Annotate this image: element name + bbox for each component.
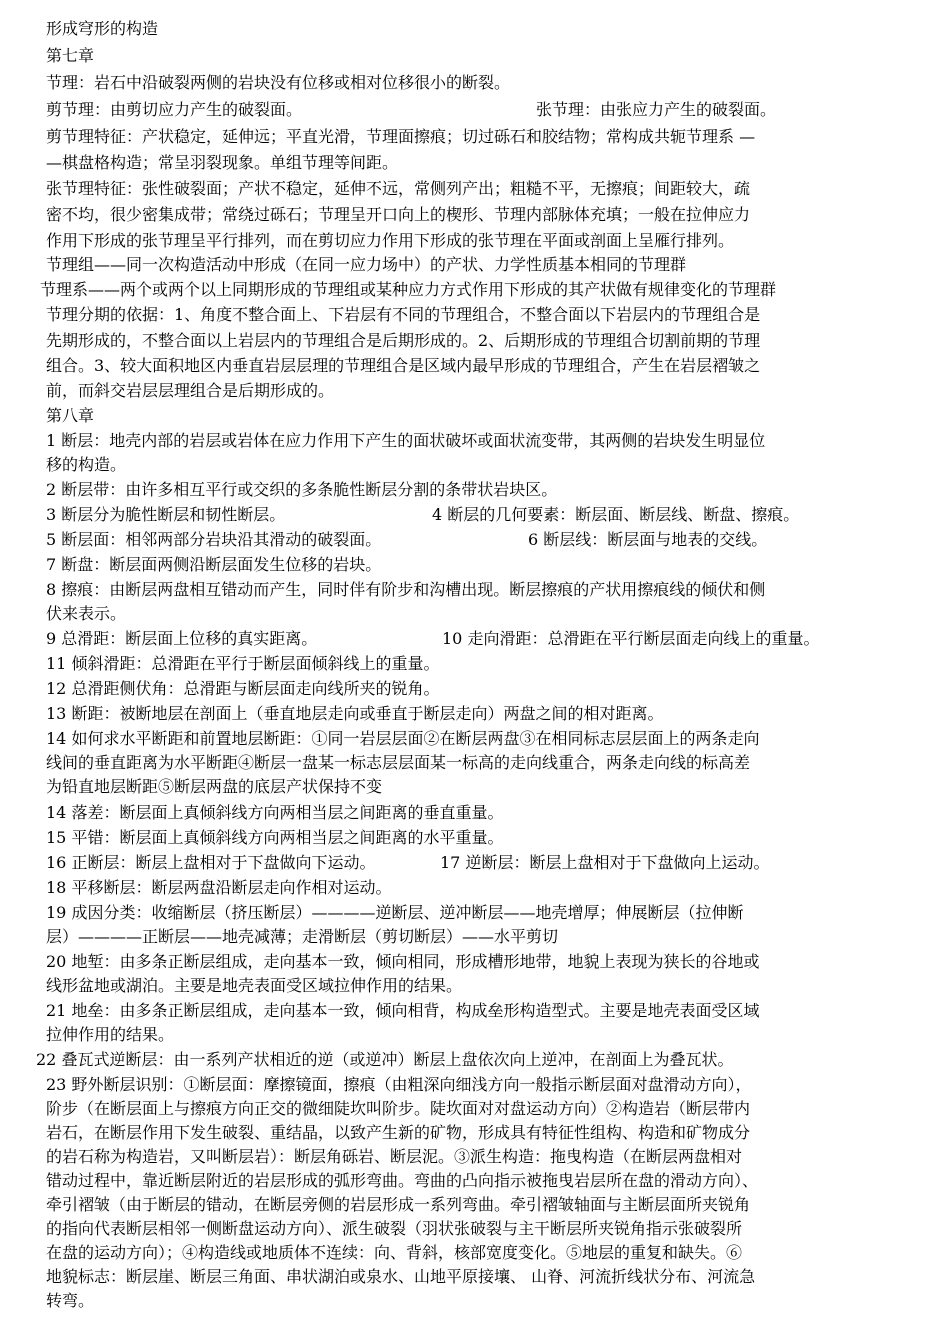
doc-title: 形成穹形的构造 xyxy=(46,19,159,38)
fault-item-23-cont: 在盘的运动方向）；④构造线或地质体不连续：向、背斜，核部宽度变化。⑤地层的重复和缺失。⑥ xyxy=(46,1243,743,1262)
fault-item-18: 18 平移断层：断层两盘沿断层走向作相对运动。 xyxy=(46,878,392,897)
joint-staging-line: 先期形成的，不整合面以上岩层内的节理组合是后期形成的。2、后期形成的节理组合切割前期的节理 xyxy=(46,331,761,350)
shear-joint-features-line: 剪节理特征：产状稳定，延伸远；平直光滑，节理面擦痕；切过砾石和胶结物；常构成共轭节理系 — xyxy=(46,127,756,146)
fault-item-20-cont: 线形盆地或湖泊。主要是地壳表面受区域拉伸作用的结果。 xyxy=(46,976,463,995)
fault-item-21: 21 地垒：由多条正断层组成，走向基本一致，倾向相背，构成垒形构造型式。主要是地壳表面受区域 xyxy=(46,1001,760,1020)
tension-joint-definition: 张节理：由张应力产生的破裂面。 xyxy=(536,100,777,119)
shear-joint-definition: 剪节理：由剪切应力产生的破裂面。 xyxy=(46,100,303,119)
joint-staging-line: 前，而斜交岩层层理组合是后期形成的。 xyxy=(46,381,335,400)
chapter-7-heading: 第七章 xyxy=(46,46,95,65)
fault-item-23-cont: 错动过程中，靠近断层附近的岩层形成的弧形弯曲。弯曲的凸向指示被拖曳岩层所在盘的滑动方向）、 xyxy=(46,1171,759,1190)
fault-item-1-cont: 移的构造。 xyxy=(46,455,127,474)
fault-item-16: 16 正断层：断层上盘相对于下盘做向下运动。 xyxy=(46,853,376,872)
fault-item-5: 5 断层面：相邻两部分岩块沿其滑动的破裂面。 xyxy=(46,530,382,549)
tension-joint-features-line: 密不均，很少密集成带；常绕过砾石；节理呈开口向上的楔形、节理内部脉体充填；一般在拉伸应力 xyxy=(46,205,751,224)
fault-item-17: 17 逆断层：断层上盘相对于下盘做向上运动。 xyxy=(440,853,770,872)
fault-item-9: 9 总滑距：断层面上位移的真实距离。 xyxy=(46,629,318,648)
fault-item-14-throw: 14 落差：断层面上真倾斜线方向两相当层之间距离的垂直重量。 xyxy=(46,803,504,822)
fault-item-23-cont: 岩石，在断层作用下发生破裂、重结晶，以致产生新的矿物，形成具有特征性组构、构造和矿物成分 xyxy=(46,1123,751,1142)
fault-item-11: 11 倾斜滑距：总滑距在平行于断层面倾斜线上的重量。 xyxy=(46,654,440,673)
fault-item-23-cont: 的指向代表断层相邻一侧断盘运动方向）、派生破裂（羽状张破裂与主干断层所夹锐角指示张破裂所 xyxy=(46,1219,743,1238)
fault-item-23-cont: 阶步（在断层面上与擦痕方向正交的微细陡坎叫阶步。陡坎面对对盘运动方向）②构造岩（断层带内 xyxy=(46,1099,751,1118)
fault-item-19-cont: 层）————正断层——地壳减薄；走滑断层（剪切断层）——水平剪切 xyxy=(46,927,559,946)
fault-item-4: 4 断层的几何要素：断层面、断层线、断盘、擦痕。 xyxy=(432,505,800,524)
fault-item-3: 3 断层分为脆性断层和韧性断层。 xyxy=(46,505,286,524)
fault-item-8-cont: 伏来表示。 xyxy=(46,604,127,623)
fault-item-8: 8 擦痕：由断层两盘相互错动而产生，同时伴有阶步和沟槽出现。断层擦痕的产状用擦痕线的倾伏和侧 xyxy=(46,580,766,599)
fault-item-23-cont: 地貌标志：断层崖、断层三角面、串状湖泊或泉水、山地平原接壤、 山脊、河流折线状分布、河流急 xyxy=(46,1267,756,1286)
fault-item-20: 20 地堑：由多条正断层组成，走向基本一致，倾向相同，形成槽形地带，地貌上表现为狭长的谷地或 xyxy=(46,952,760,971)
joint-staging-line: 组合。3、较大面积地区内垂直岩层层理的节理组合是区域内最早形成的节理组合，产生在岩层褶皱之 xyxy=(46,356,761,375)
chapter-8-heading: 第八章 xyxy=(46,406,95,425)
fault-item-22: 22 叠瓦式逆断层：由一系列产状相近的逆（或逆冲）断层上盘依次向上逆冲，在剖面上为叠瓦状。 xyxy=(36,1050,734,1069)
fault-item-15: 15 平错：断层面上真倾斜线方向两相当层之间距离的水平重量。 xyxy=(46,828,504,847)
fault-item-23: 23 野外断层识别：①断层面：摩擦镜面，擦痕（由粗深向细浅方向一般指示断层面对盘滑动方向）， xyxy=(46,1075,752,1094)
fault-item-23-cont: 转弯。 xyxy=(46,1291,95,1310)
fault-item-6: 6 断层线：断层面与地表的交线。 xyxy=(528,530,768,549)
jieli-definition: 节理：岩石中沿破裂两侧的岩块没有位移或相对位移很小的断裂。 xyxy=(46,73,511,92)
fault-item-14: 14 如何求水平断距和前置地层断距：①同一岩层层面②在断层两盘③在相同标志层层面上的两条走向 xyxy=(46,729,760,748)
fault-item-21-cont: 拉伸作用的结果。 xyxy=(46,1025,175,1044)
fault-item-13: 13 断距：被断地层在剖面上（垂直地层走向或垂直于断层走向）两盘之间的相对距离。 xyxy=(46,704,664,723)
fault-item-12: 12 总滑距侧伏角：总滑距与断层面走向线所夹的锐角。 xyxy=(46,679,440,698)
fault-item-1: 1 断层：地壳内部的岩层或岩体在应力作用下产生的面状破坏或面状流变带，其两侧的岩块发生明显位 xyxy=(46,431,766,450)
fault-item-14-cont: 线间的垂直距离为水平断距④断层一盘某一标志层层面某一标高的走向线重合，两条走向线的标高差 xyxy=(46,753,751,772)
joint-set-definition: 节理组——同一次构造活动中形成（在同一应力场中）的产状、力学性质基本相同的节理群 xyxy=(46,255,687,274)
fault-item-19: 19 成因分类：收缩断层（挤压断层）————逆断层、逆冲断层——地壳增厚；伸展断层（拉伸断 xyxy=(46,903,744,922)
joint-system-definition: 节理系——两个或两个以上同期形成的节理组或某种应力方式作用下形成的其产状做有规律变化的节理群 xyxy=(40,280,777,299)
fault-item-7: 7 断盘：断层面两侧沿断层面发生位移的岩块。 xyxy=(46,555,382,574)
fault-item-14-cont: 为铅直地层断距⑤断层两盘的底层产状保持不变 xyxy=(46,777,383,796)
shear-joint-features-line: —棋盘格构造；常呈羽裂现象。单组节理等间距。 xyxy=(46,153,399,172)
fault-item-2: 2 断层带：由许多相互平行或交织的多条脆性断层分割的条带状岩块区。 xyxy=(46,480,558,499)
fault-item-23-cont: 牵引褶皱（由于断层的错动，在断层旁侧的岩层形成一系列弯曲。牵引褶皱轴面与主断层面所夹锐角 xyxy=(46,1195,751,1214)
tension-joint-features-line: 作用下形成的张节理呈平行排列，而在剪切应力作用下形成的张节理在平面或剖面上呈雁行排列。 xyxy=(46,231,735,250)
fault-item-23-cont: 的岩石称为构造岩，又叫断层岩）：断层角砾岩、断层泥。③派生构造：拖曳构造（在断层两盘相对 xyxy=(46,1147,743,1166)
fault-item-10: 10 走向滑距：总滑距在平行断层面走向线上的重量。 xyxy=(442,629,820,648)
joint-staging-line: 节理分期的依据：1、角度不整合面上、下岩层有不同的节理组合，不整合面以下岩层内的节理组合是 xyxy=(46,305,761,324)
tension-joint-features-line: 张节理特征：张性破裂面；产状不稳定，延伸不远，常侧列产出；粗糙不平，无擦痕；间距较大，疏 xyxy=(46,179,751,198)
